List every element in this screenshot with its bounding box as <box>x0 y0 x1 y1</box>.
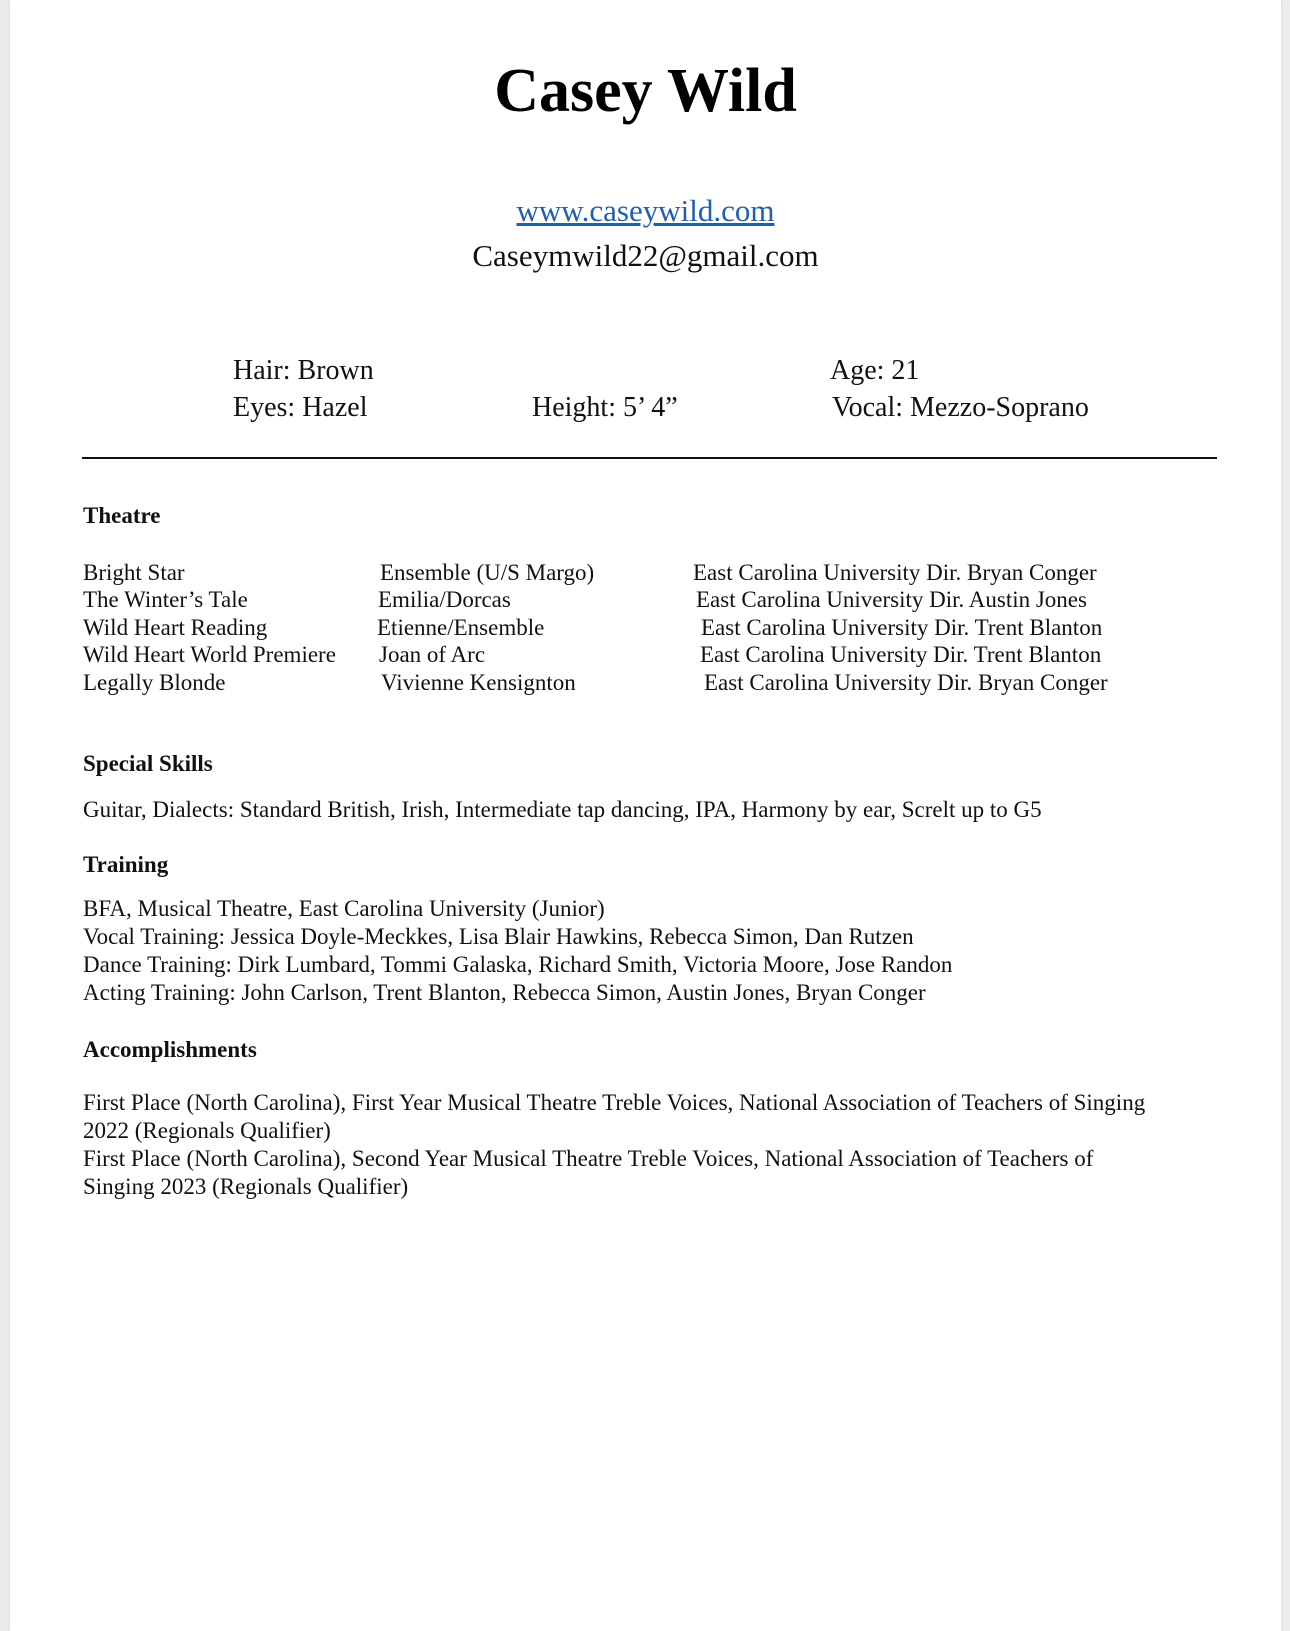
credit-role: Joan of Arc <box>379 642 486 667</box>
training-line: Acting Training: John Carlson, Trent Blanton, Rebecca Simon, Austin Jones, Bryan Conger <box>83 980 926 1005</box>
section-title-accomplishments: Accomplishments <box>83 1037 257 1062</box>
resume-name: Casey Wild <box>494 57 797 125</box>
section-title-theatre: Theatre <box>83 503 161 528</box>
credit-role: Ensemble (U/S Margo) <box>380 560 595 585</box>
accomplishment-line: First Place (North Carolina), First Year Musical Theatre Treble Voices, National Association of Teachers of Singing <box>83 1090 1146 1115</box>
credit-company: East Carolina University Dir. Trent Blanton <box>701 615 1103 640</box>
stat-height: Height: 5’ 4” <box>532 392 678 423</box>
training-line: BFA, Musical Theatre, East Carolina University (Junior) <box>83 896 605 921</box>
stat-vocal: Vocal: Mezzo-Soprano <box>832 392 1089 423</box>
accomplishment-line: Singing 2023 (Regionals Qualifier) <box>83 1174 409 1199</box>
header-divider <box>82 457 1217 459</box>
stat-age: Age: 21 <box>830 355 920 386</box>
credit-role: Vivienne Kensignton <box>381 670 576 695</box>
email-address: Caseymwild22@gmail.com <box>472 238 819 273</box>
credit-show: The Winter’s Tale <box>83 587 248 612</box>
special-skills-text: Guitar, Dialects: Standard British, Irish, Intermediate tap dancing, IPA, Harmony by ear, Screlt up to G5 <box>83 797 1042 822</box>
credit-company: East Carolina University Dir. Bryan Conger <box>693 560 1097 585</box>
credit-company: East Carolina University Dir. Trent Blanton <box>700 642 1102 667</box>
training-line: Dance Training: Dirk Lumbard, Tommi Galaska, Richard Smith, Victoria Moore, Jose Randon <box>83 952 953 977</box>
resume-page <box>10 0 1281 1631</box>
credit-role: Emilia/Dorcas <box>378 587 511 612</box>
training-line: Vocal Training: Jessica Doyle-Meckkes, Lisa Blair Hawkins, Rebecca Simon, Dan Rutzen <box>83 924 914 949</box>
credit-show: Wild Heart Reading <box>83 615 268 640</box>
credit-company: East Carolina University Dir. Bryan Conger <box>704 670 1108 695</box>
stat-eyes: Eyes: Hazel <box>233 392 368 423</box>
credit-company: East Carolina University Dir. Austin Jones <box>696 587 1087 612</box>
website-line <box>10 193 1281 229</box>
accomplishment-line: First Place (North Carolina), Second Year Musical Theatre Treble Voices, National Association of Teachers of <box>83 1146 1094 1171</box>
section-title-special-skills: Special Skills <box>83 751 213 776</box>
credit-show: Bright Star <box>83 560 185 585</box>
credit-show: Legally Blonde <box>83 670 226 695</box>
section-title-training: Training <box>83 852 169 877</box>
website-link[interactable]: www.caseywild.com <box>516 193 775 228</box>
credit-show: Wild Heart World Premiere <box>83 642 336 667</box>
credit-role: Etienne/Ensemble <box>377 615 545 640</box>
stat-hair: Hair: Brown <box>233 355 374 386</box>
accomplishment-line: 2022 (Regionals Qualifier) <box>83 1118 331 1143</box>
